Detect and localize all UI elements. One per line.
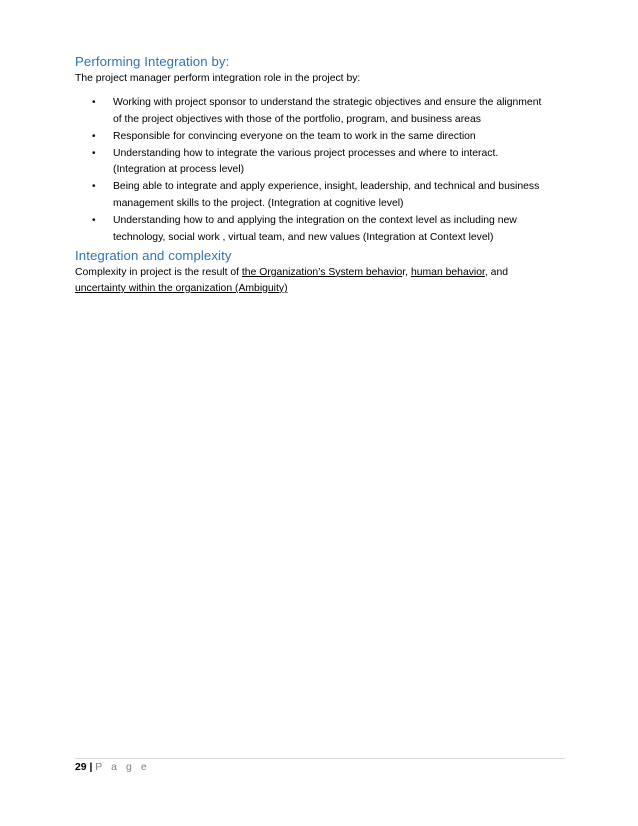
separator-and: , and [484, 266, 509, 278]
footer-separator: | [89, 762, 93, 773]
integration-bullet-list [75, 95, 565, 246]
bullet-text-line1: Working with project sponsor to understand the strategic objectives and ensure the alignment [113, 97, 542, 108]
footer-divider [75, 758, 565, 759]
bullet-text-line1: Responsible for convincing everyone on the team to work in the same direction [113, 130, 476, 142]
bullet-item [75, 129, 565, 146]
underlined-org-system-behavior: the Organization’s System behavio [241, 266, 403, 278]
bullet-text-line1: Being able to integrate and apply experience, insight, leadership, and technical and business [113, 181, 540, 193]
page-content [75, 53, 565, 297]
section-heading-performing-integration: Performing Integration by: [75, 54, 230, 69]
bullet-text-line2: technology, social work , virtual team, and new values (Integration at Context level) [113, 231, 494, 243]
bullet-text-line2: (Integration at process level) [113, 164, 245, 176]
bullet-dot-icon: • [92, 130, 96, 142]
bullet-dot-icon: • [92, 97, 96, 108]
bullet-item [75, 146, 565, 179]
bullet-item [75, 95, 565, 128]
section-heading-integration-complexity: Integration and complexity [75, 247, 232, 263]
complexity-paragraph [75, 265, 565, 297]
underlined-human-behavior: human behavior [410, 266, 485, 278]
section-intro-text: The project manager perform integration role in the project by: [75, 73, 361, 84]
bullet-dot-icon: • [92, 215, 96, 227]
bullet-text-line2: of the project objectives with those of the portfolio, program, and business areas [113, 113, 481, 125]
separator-comma: , [405, 266, 411, 278]
bullet-text-line2: management skills to the project. (Integration at cognitive level) [113, 198, 404, 210]
bullet-dot-icon: • [92, 181, 96, 193]
complexity-text-prefix: Complexity in project is the result of [75, 266, 242, 278]
org-system-behavior-tail: r [402, 266, 406, 278]
page-footer [75, 760, 150, 776]
page-number: 29 [75, 762, 87, 773]
bullet-item [75, 179, 565, 212]
bullet-item [75, 213, 565, 246]
bullet-text-line1: Understanding how to integrate the various project processes and where to interact. [113, 147, 499, 159]
bullet-dot-icon: • [92, 147, 96, 159]
underlined-uncertainty: uncertainty within the organization (Ambiguity) [75, 282, 288, 294]
page-label: P a g e [95, 762, 150, 773]
bullet-text-line1: Understanding how to and applying the integration on the context level as including new [113, 215, 517, 227]
